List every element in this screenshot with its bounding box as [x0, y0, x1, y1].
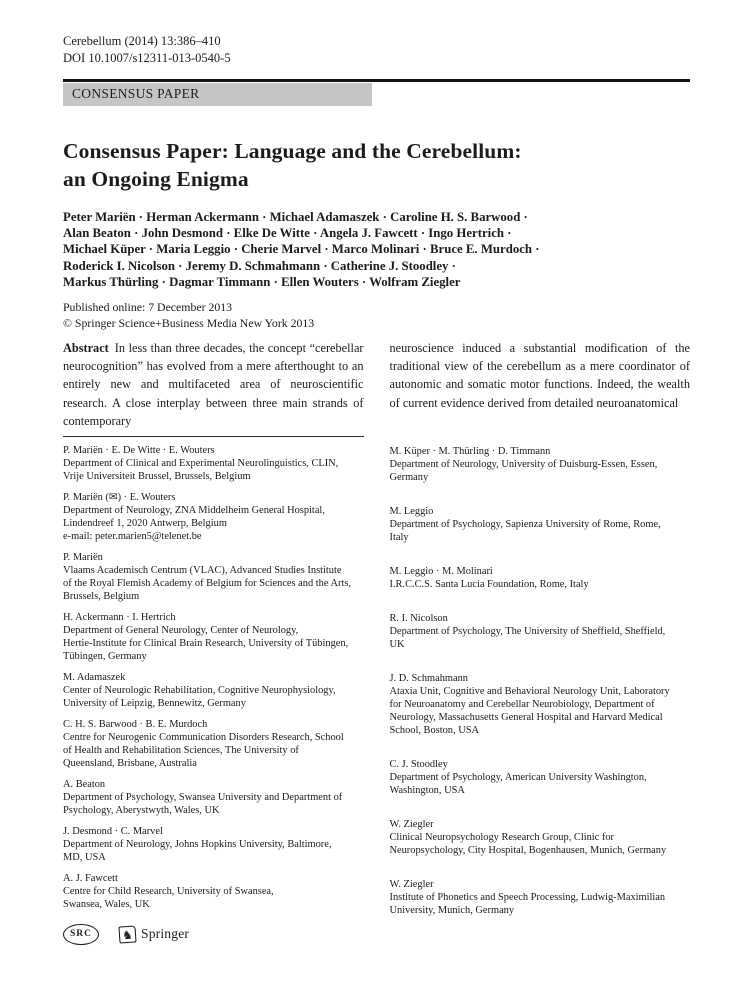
abstract-right-column — [390, 339, 691, 430]
author-line: Alan Beaton · John Desmond · Elke De Witte · Angela J. Fawcett · Ingo Hertrich · — [63, 226, 512, 241]
affiliation-line: A. J. Fawcett — [63, 873, 118, 885]
journal-header — [63, 33, 690, 67]
affiliation-line: Tübingen, Germany — [63, 651, 147, 663]
affiliation-group — [63, 671, 364, 710]
abstract-text-right: neuroscience induced a substantial modification of the traditional view of the cerebellum as a mere coordinator of autonomic and somatic motor functions. Indeed, the wealth of current evidence derived from detailed neuroanatomical — [389, 341, 690, 410]
affiliation-line: Neuropsychology, City Hospital, Bogenhausen, Munich, Germany — [389, 844, 667, 856]
abstract-label: Abstract — [63, 341, 109, 356]
affiliation-line: Ataxia Unit, Cognitive and Behavioral Neurology Unit, Laboratory — [389, 685, 670, 697]
affiliations-left-column — [63, 436, 364, 938]
affiliation-group — [63, 551, 364, 603]
author-line: Peter Mariën · Herman Ackermann · Michael Adamaszek · Caroline H. S. Barwood · — [63, 210, 528, 224]
abstract-text-left: In less than three decades, the concept “cerebellar neurocognition” has evolved from a mere afterthought to an entirely new and multifaceted area of neuroscientific research. A close interplay between three main strands of contemporary — [63, 341, 364, 428]
affiliation-line: J. D. Schmahmann — [389, 672, 468, 684]
affiliation-line: W. Ziegler — [389, 878, 434, 890]
affiliation-line: Italy — [389, 531, 409, 543]
affiliation-line: Department of Neurology, University of Duisburg-Essen, Essen, — [389, 458, 658, 470]
affiliation-group — [390, 758, 691, 797]
affiliation-group — [63, 611, 364, 663]
affiliation-line: Department of Psychology, Swansea University and Department of — [63, 792, 343, 804]
affiliation-line: Psychology, Aberystwyth, Wales, UK — [63, 805, 220, 817]
affiliation-group — [63, 872, 364, 911]
affiliation-group — [390, 672, 691, 737]
affiliations-right-column — [390, 436, 691, 938]
affiliation-line: Centre for Child Research, University of Swansea, — [63, 886, 274, 898]
footer-logos — [63, 922, 189, 946]
affiliation-line: C. J. Stoodley — [389, 758, 448, 770]
title-line-2: an Ongoing Enigma — [63, 166, 249, 191]
author-line: Markus Thürling · Dagmar Timmann · Ellen Wouters · Wolfram Ziegler — [63, 274, 461, 289]
journal-citation: Cerebellum (2014) 13:386–410 — [63, 34, 221, 48]
affiliation-group — [390, 505, 691, 544]
affiliation-line: M. Adamaszek — [63, 672, 126, 684]
affiliation-line: Brussels, Belgium — [63, 591, 140, 603]
affiliation-line: UK — [389, 638, 405, 650]
section-banner: CONSENSUS PAPER — [63, 83, 372, 106]
affiliation-line: Center of Neurologic Rehabilitation, Cognitive Neurophysiology, — [63, 685, 336, 697]
affiliation-line: M. Leggio · M. Molinari — [389, 565, 493, 577]
affiliation-line: M. Küper · M. Thürling · D. Timmann — [389, 445, 551, 457]
affiliation-group — [390, 445, 691, 484]
author-line: Roderick I. Nicolson · Jeremy D. Schmahmann · Catherine J. Stoodley · — [63, 258, 456, 273]
affiliation-line: MD, USA — [63, 852, 106, 864]
affiliation-line: Department of Neurology, ZNA Middelheim General Hospital, — [63, 505, 325, 517]
affiliation-group — [63, 778, 364, 817]
affiliation-line: Department of Psychology, American University Washington, — [389, 771, 647, 783]
affiliation-line: Washington, USA — [389, 784, 465, 796]
affiliation-line: W. Ziegler — [389, 818, 434, 830]
affiliation-line: Department of Psychology, The University of Sheffield, Sheffield, — [389, 625, 666, 637]
banner-rule — [63, 79, 690, 106]
author-list — [63, 209, 690, 290]
affiliation-group — [390, 818, 691, 857]
affiliation-line: Hertie-Institute for Clinical Brain Research, University of Tübingen, — [63, 638, 349, 650]
affiliation-line: School, Boston, USA — [389, 724, 479, 736]
springer-horse-icon: ♞ — [118, 925, 136, 943]
publication-info — [63, 300, 690, 331]
affiliation-line: Vlaams Academisch Centrum (VLAC), Advanced Studies Institute — [63, 565, 342, 577]
affiliation-line: of Health and Rehabilitation Sciences, The University of — [63, 745, 299, 757]
springer-logo — [119, 926, 189, 943]
affiliation-group — [63, 718, 364, 770]
affiliation-line: C. H. S. Barwood · B. E. Murdoch — [63, 719, 208, 731]
affiliation-line: of the Royal Flemish Academy of Belgium for Sciences and the Arts, — [63, 578, 351, 590]
affiliation-line: Swansea, Wales, UK — [63, 899, 150, 911]
affiliation-line: P. Mariën (✉) · E. Wouters — [63, 492, 176, 504]
doi-line: DOI 10.1007/s12311-013-0540-5 — [63, 51, 231, 65]
affiliation-line: M. Leggio — [389, 505, 434, 517]
affiliation-group — [390, 612, 691, 651]
affiliation-line: Germany — [389, 471, 429, 483]
affiliation-line: R. I. Nicolson — [389, 612, 448, 624]
affiliation-group — [63, 444, 364, 483]
affiliation-group — [390, 878, 691, 917]
affiliation-line: P. Mariën — [63, 552, 103, 564]
author-line: Michael Küper · Maria Leggio · Cherie Marvel · Marco Molinari · Bruce E. Murdoch · — [63, 242, 540, 257]
affiliation-line: J. Desmond · C. Marvel — [63, 826, 163, 838]
affiliation-line: Department of Neurology, Johns Hopkins University, Baltimore, — [63, 839, 332, 851]
affiliation-line: P. Mariën · E. De Witte · E. Wouters — [63, 445, 215, 457]
abstract-left-column — [63, 339, 364, 430]
affiliation-line: Vrije Universiteit Brussel, Brussels, Belgium — [63, 471, 251, 483]
affiliation-line: Queensland, Brisbane, Australia — [63, 758, 197, 770]
affiliation-line: Centre for Neurogenic Communication Disorders Research, School — [63, 732, 344, 744]
affiliation-line: Clinical Neuropsychology Research Group, Clinic for — [389, 831, 614, 843]
affiliation-line: I.R.C.C.S. Santa Lucia Foundation, Rome, Italy — [389, 578, 589, 590]
affiliation-group — [63, 491, 364, 543]
affiliations-section — [63, 436, 690, 938]
affiliation-line: University, Munich, Germany — [389, 904, 515, 916]
affiliation-group — [63, 825, 364, 864]
page-title — [63, 138, 690, 193]
copyright-line: © Springer Science+Business Media New York 2013 — [63, 315, 315, 330]
abstract-columns — [63, 339, 690, 430]
affiliation-line: e-mail: peter.marien5@telenet.be — [63, 531, 202, 543]
affiliation-line: Lindendreef 1, 2020 Antwerp, Belgium — [63, 518, 227, 530]
affiliation-line: University of Leipzig, Bennewitz, Germany — [63, 698, 246, 710]
affiliation-group — [390, 565, 691, 591]
title-line-1: Consensus Paper: Language and the Cerebellum: — [63, 139, 522, 163]
affiliation-line: Department of General Neurology, Center of Neurology, — [63, 625, 299, 637]
springer-wordmark: Springer — [141, 926, 190, 941]
affiliation-line: Department of Psychology, Sapienza University of Rome, Rome, — [389, 518, 661, 530]
affiliation-line: for Neuroanatomy and Cerebellar Neurobiology, Department of — [389, 698, 655, 710]
affiliation-line: A. Beaton — [63, 779, 106, 791]
published-online-line: Published online: 7 December 2013 — [63, 300, 233, 315]
affiliation-line: Department of Clinical and Experimental Neurolinguistics, CLIN, — [63, 458, 339, 470]
affiliation-line: H. Ackermann · I. Hertrich — [63, 612, 176, 624]
affiliation-line: Neurology, Massachusetts General Hospital and Harvard Medical — [389, 711, 663, 723]
affiliation-line: Institute of Phonetics and Speech Processing, Ludwig-Maximilian — [389, 891, 666, 903]
src-society-logo: SRC — [63, 924, 99, 945]
